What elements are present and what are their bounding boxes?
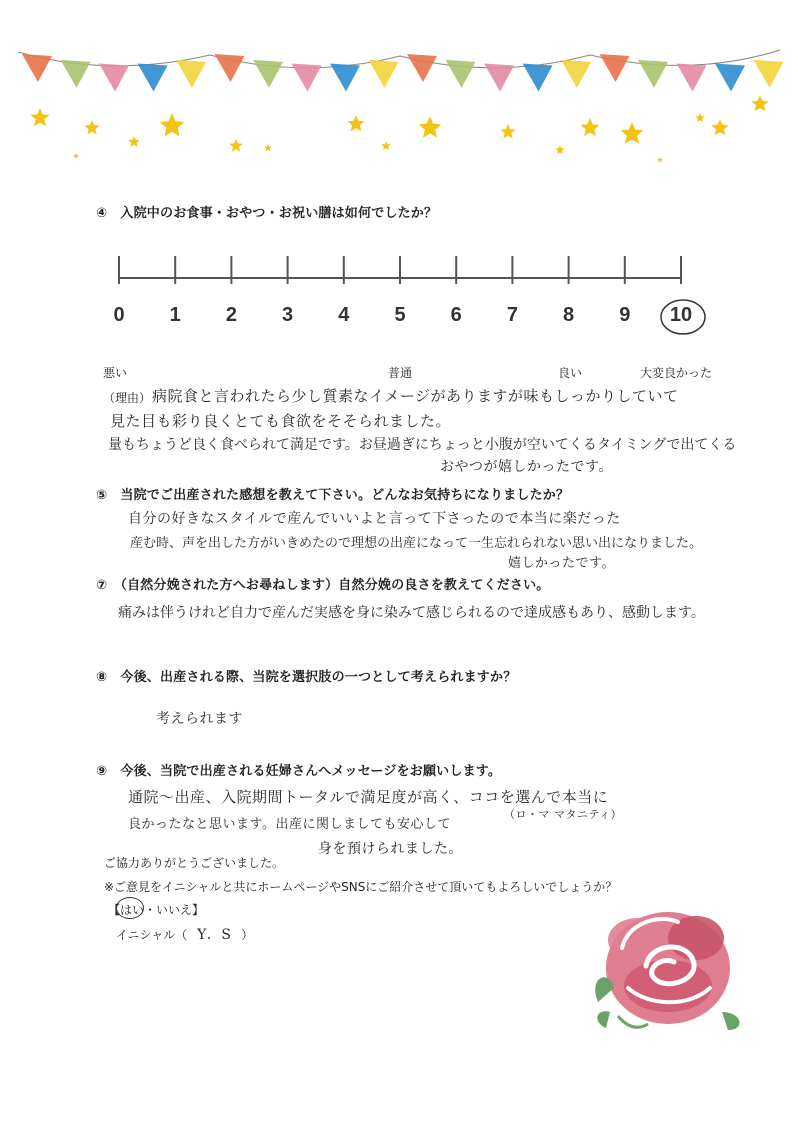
scale-label-very-good: 大変良かった (640, 366, 713, 380)
q5-answer-line: 嬉しかったです。 (508, 556, 615, 571)
rating-number: 10 (669, 304, 693, 326)
rating-number: 0 (113, 304, 125, 326)
q9-answer-line: 良かったなと思います。出産に関しましても安心して (128, 817, 451, 832)
rating-number: 4 (338, 304, 350, 326)
rating-number: 9 (619, 304, 631, 326)
reason-label: （理由） (103, 391, 152, 405)
consent-question: ※ご意見をイニシャルと共にホームページやSNSにご紹介させて頂いてもよろしいでしょうか？ (104, 880, 618, 894)
thanks-text: ご協力ありがとうございました。 (104, 856, 285, 870)
question-8-title: ⑧ 今後、出産される際、当院を選択肢の一つとして考えられますか？ (96, 670, 517, 685)
scale-label-good: 良い (558, 366, 583, 380)
q7-answer-line: 痛みは伴うけれど自力で産んだ実感を身に染みて感じられるので達成感もあり、感動します。 (118, 605, 705, 621)
rating-number: 3 (282, 304, 294, 326)
question-7-title: ⑦ （自然分娩された方へお尋ねします）自然分娩の良さを教えてください。 (96, 578, 550, 593)
q9-answer-line: 身を預けられました。 (318, 841, 463, 857)
q4-answer-line: おやつが嬉しかったです。 (440, 459, 613, 475)
q4-answer-line: 量もちょうど良く食べられて満足です。お昼過ぎにちょっと小腹が空いてくるタイミングで出てくる (108, 437, 737, 453)
question-5-title: ⑤ 当院でご出産された感想を教えて下さい。どんなお気持ちになりましたか？ (96, 488, 570, 503)
rating-number: 5 (394, 304, 406, 326)
scale-label-bad: 悪い (103, 366, 128, 380)
initials-label-open: イニシャル（ (116, 928, 188, 942)
rating-number: 6 (450, 304, 462, 326)
rating-scale (0, 0, 798, 400)
initials-value: Y．S (197, 927, 232, 943)
q9-answer-line: （ロ・マ マタニティ） (504, 808, 623, 821)
q8-answer-line: 考えられます (156, 711, 243, 727)
q4-answer-line: 病院食と言われたら少し質素なイメージがありますが味もしっかりしていて (152, 387, 679, 405)
q5-answer-line: 自分の好きなスタイルで産んでいいよと言って下さったので本当に楽だった (128, 511, 621, 527)
initials-label-close: ） (241, 928, 254, 942)
question-9-title: ⑨ 今後、当院で出産される妊婦さんへメッセージをお願いします。 (96, 764, 502, 779)
scale-label-normal: 普通 (388, 366, 413, 380)
rating-number: 7 (506, 304, 518, 326)
q4-answer-line: 見た目も彩り良くとても食欲をそそられました。 (110, 412, 452, 430)
rating-number: 1 (169, 304, 181, 326)
rating-number: 2 (225, 304, 237, 326)
question-4-title: ④ 入院中のお食事・おやつ・お祝い膳は如何でしたか？ (96, 206, 438, 221)
q9-answer-line: 通院～出産、入院期間トータルで満足度が高く、ココを選んで本当に (128, 788, 609, 806)
consent-options: 【はい・いいえ】 (108, 903, 205, 917)
q5-answer-line: 産む時、声を出した方がいきめたので理想の出産になって一生忘れられない思い出になりました。 (130, 536, 703, 551)
consent-selected-circle (116, 897, 144, 919)
initials-label (116, 924, 253, 944)
rating-number: 8 (563, 304, 575, 326)
